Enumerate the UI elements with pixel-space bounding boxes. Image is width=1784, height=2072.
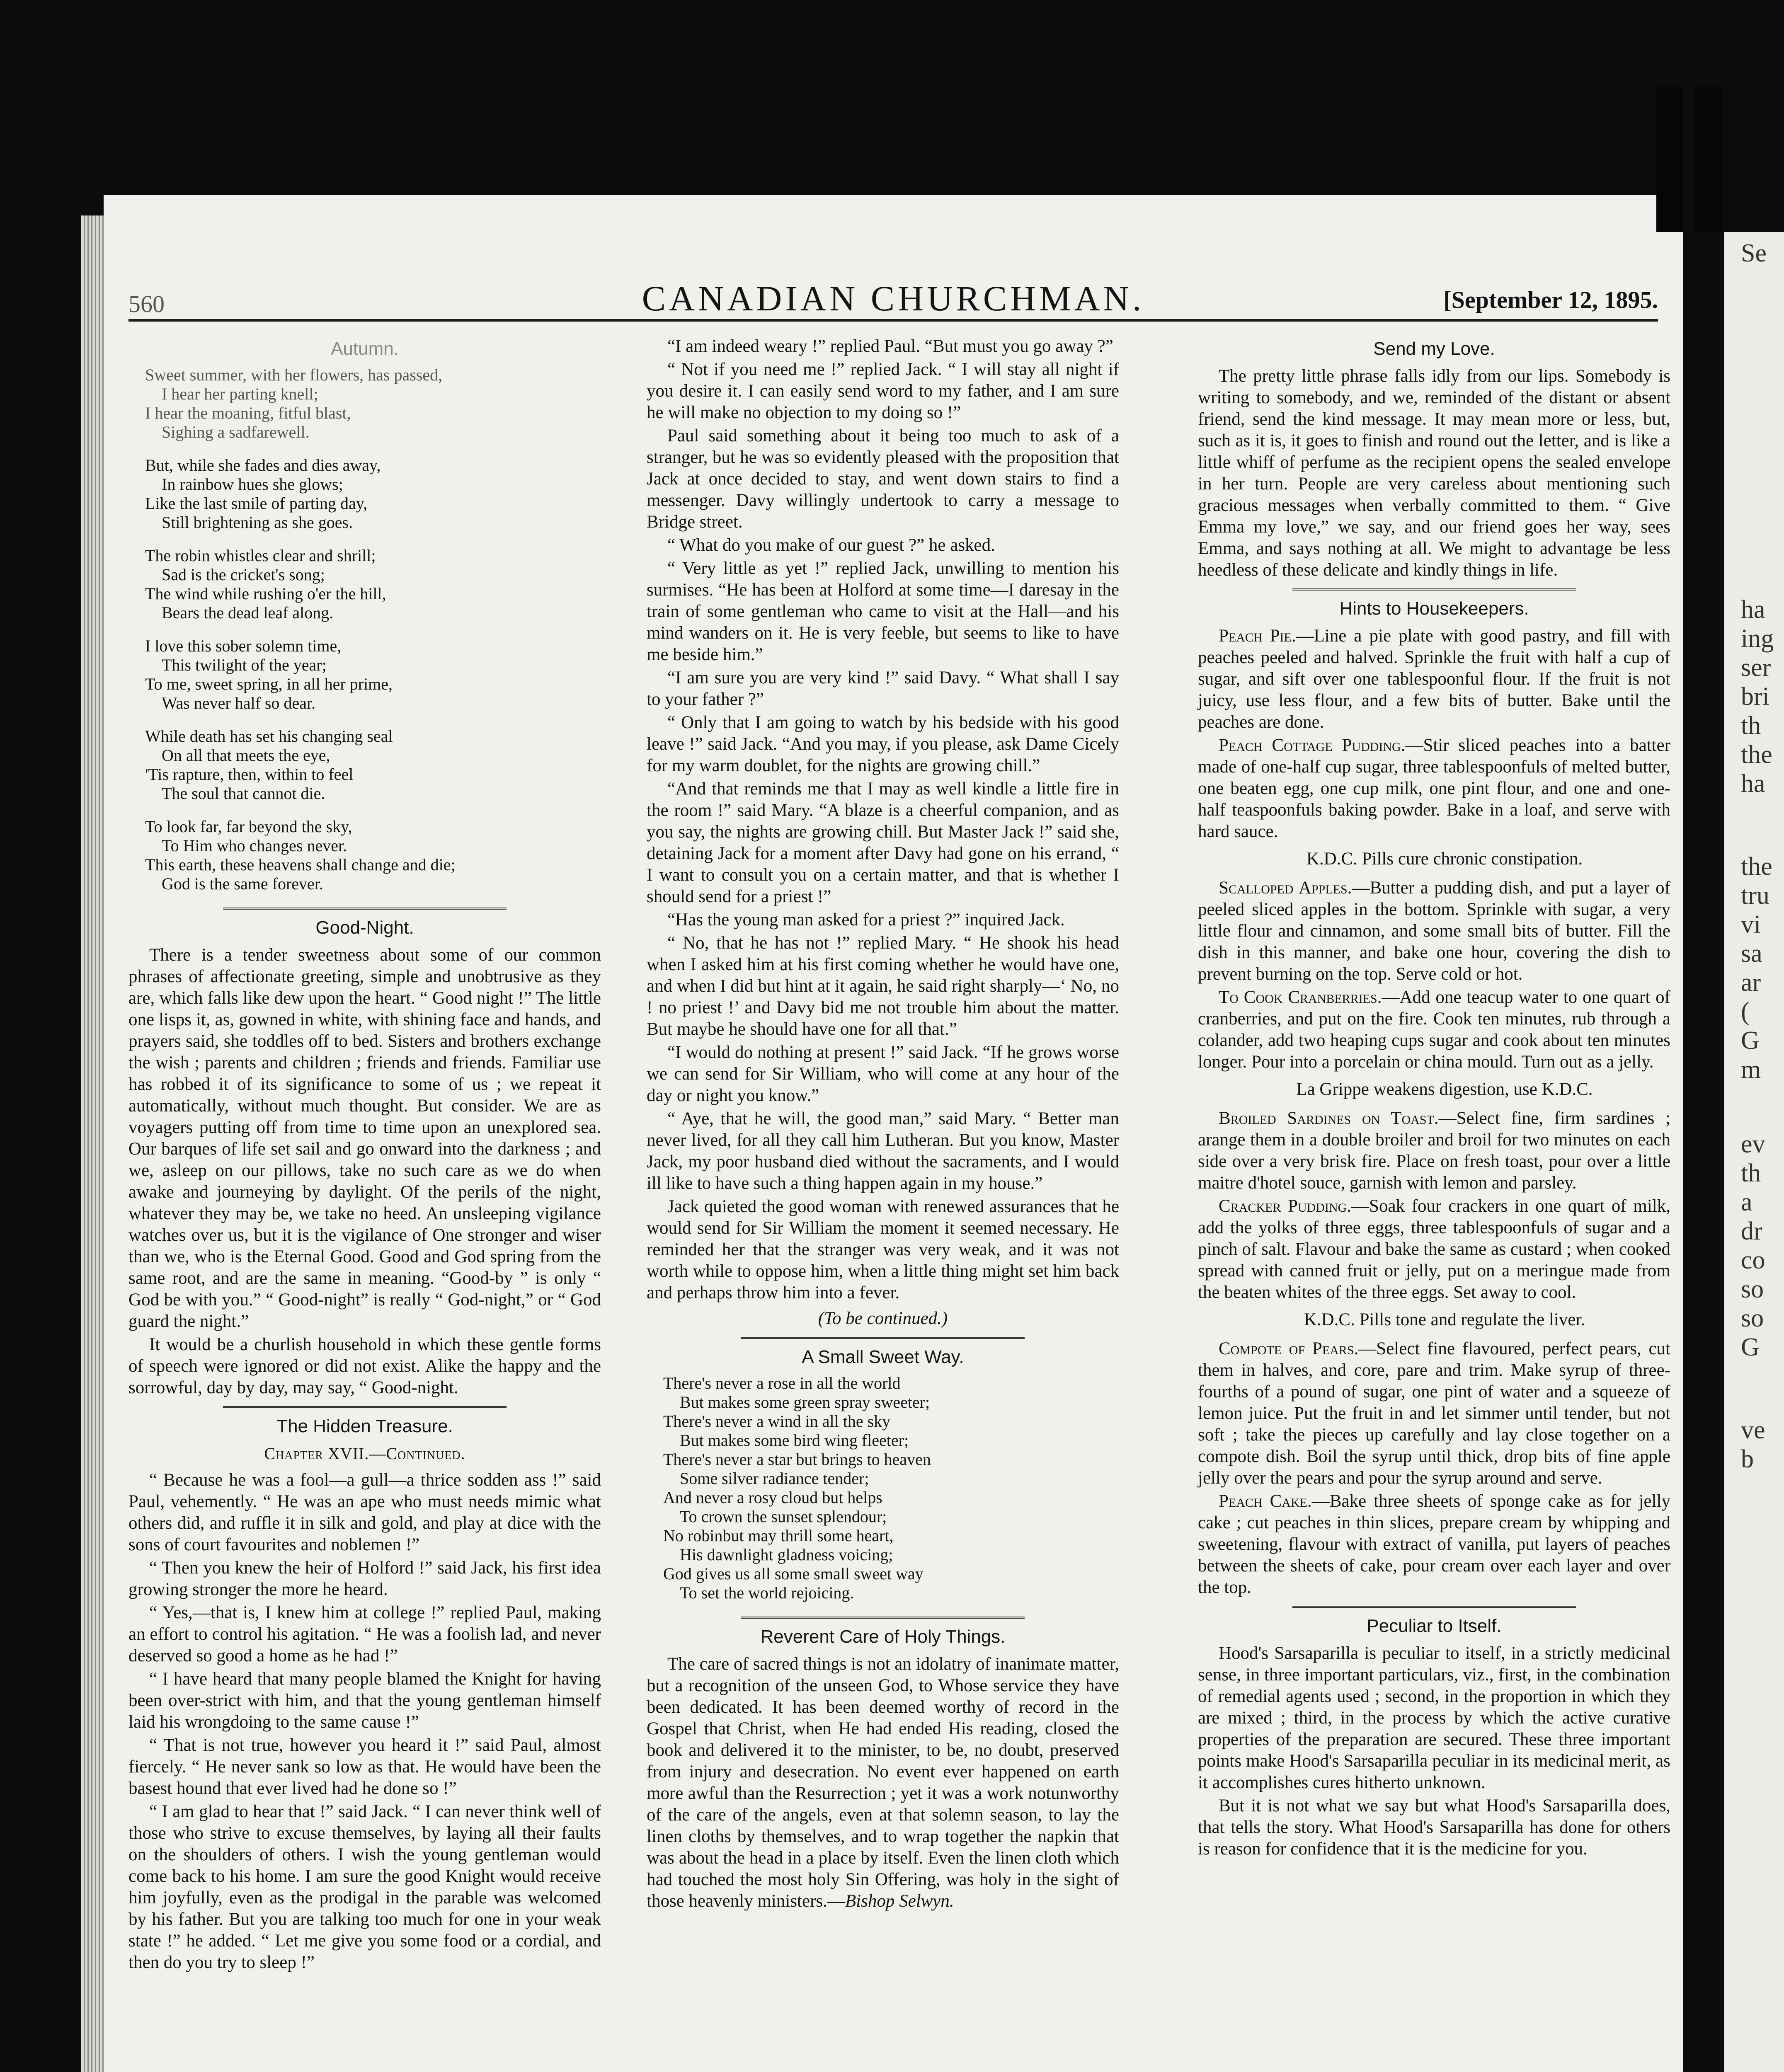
fragment-text: ev [1741, 1130, 1765, 1158]
poem-line: God gives us all some small sweet way [663, 1564, 924, 1583]
poem-line: The soul that cannot die. [162, 784, 325, 803]
paragraph: “And that reminds me that I may as well kindle a little fire in the room !” said Mary. “A blaze is a cheerful companion, and as you say, the nights are growing chill. But Master Jack !” said she, detaining Jack for a moment after Davy had gone on his errand, “ I want to consult you on a certain matter, and that is whether I should send for a priest !” [647, 779, 1119, 906]
fragment-text: vi [1741, 910, 1761, 939]
recipe [1198, 625, 1670, 733]
poem-line: Sweet summer, with her flowers, has passed, [145, 366, 443, 384]
fragment-text: so [1741, 1275, 1764, 1303]
recipe [1198, 987, 1670, 1073]
poem-line: But makes some green spray sweeter; [680, 1393, 930, 1411]
fragment-text: ing [1741, 625, 1774, 653]
stanza [145, 366, 601, 442]
poem-line: The robin whistles clear and shrill; [145, 546, 376, 565]
poem-line: Sad is the cricket's song; [162, 565, 325, 584]
fragment-text: ( [1741, 997, 1750, 1026]
fragment-text: so [1741, 1304, 1764, 1332]
fragment-text: a [1741, 1188, 1752, 1216]
paragraph: “ I have heard that many people blamed the Knight for having been over-strict with him, and that the young gentleman himself laid his wrongdoing to the same cause !” [128, 1669, 601, 1732]
article-title-reverent-care: Reverent Care of Holy Things. [760, 1627, 1006, 1647]
divider [223, 1406, 507, 1408]
recipe-title: Scalloped Apples. [1219, 878, 1352, 898]
poem-line: Like the last smile of parting day, [145, 494, 368, 513]
recipe-body: —Add one teacup water to one quart of cranberries, and put on the fire. Cook ten minutes, rub through a colander, add two heaping cups sugar and cook about ten minutes longer. Pour into a porcelain or china mould. Turn out as a jelly. [1198, 988, 1670, 1072]
paragraph [647, 1653, 1119, 1912]
paragraph: “ Very little as yet !” replied Jack, unwilling to mention his surmises. “He has been at Holford at some time—I daresay in the train of some gentleman who came to visit at the Hall—and his mind wanders on it. He is very feeble, but seems to like to have me beside him.” [647, 559, 1119, 664]
recipe-title: Peach Cottage Pudding. [1219, 736, 1406, 755]
poem-line: Some silver radiance tender; [680, 1469, 869, 1488]
recipe-body: —Stir sliced peaches into a batter made of one-half cup sugar, three tablespoonfuls of melted butter, one beaten egg, one cup milk, one pint flour, and one and one-half teaspoonfuls baking powder. Bake in a loaf, and serve with hard sauce. [1198, 736, 1671, 841]
poem-line: To crown the sunset splendour; [680, 1507, 887, 1526]
paragraph: “ Only that I am going to watch by his bedside with his good leave !” said Jack. “And you may, if you please, ask Dame Cicely for my warm doublet, for the nights are growing chill.” [647, 713, 1119, 775]
column-2 [647, 336, 1119, 1914]
to-be-continued: (To be continued.) [818, 1309, 948, 1328]
poem-line: There's never a star but brings to heaven [663, 1450, 931, 1469]
poem-line: Bears the dead leaf along. [162, 603, 334, 622]
poem-small-sweet-way [663, 1374, 1119, 1602]
paragraph: “ Yes,—that is, I knew him at college !” replied Paul, making an effort to control his agitation. “ He was a foolish lad, and never deserved so good a home as he had !” [128, 1603, 601, 1665]
poem-line: God is the same forever. [162, 874, 323, 893]
poem-line: Sighing a sadfarewell. [162, 423, 310, 441]
poem-line: I love this sober solemn time, [145, 637, 342, 655]
stanza [145, 727, 601, 803]
poem-line: In rainbow hues she glows; [162, 475, 343, 494]
paragraph: Hood's Sarsaparilla is peculiar to itself, in a strictly medicinal sense, in three important particulars, viz., first, in the combination of remedial agents used ; second, in the proportion in which they are mixed ; third, in the process by which the active curative properties of the preparation are secured. These three important points make Hood's Sarsaparilla peculiar in its medicinal merit, as it accomplishes cures hitherto unknown. [1198, 1644, 1670, 1792]
divider [741, 1337, 1025, 1339]
poem-line: But, while she fades and dies away, [145, 456, 381, 474]
recipe-body: —Butter a pudding dish, and put a layer of peeled sliced apples in the bottom. Sprinkle with sugar, a very little flour and cinnamon, and some small bits of butter. Fill the dish in this manner, and bake one hour, covering the dish to prevent burning on the top. Serve cold or hot. [1198, 878, 1670, 984]
poem-line: This twilight of the year; [162, 656, 327, 674]
stanza [145, 817, 601, 893]
recipe-body: —Select fine, firm sardines ; arange them in a double broiler and broil for two minutes on each side over a very brisk fire. Place on fresh toast, pour over a little maitre d'hotel souce, garnish with lemon and parsley. [1198, 1109, 1670, 1193]
divider [1292, 1606, 1576, 1608]
fragment-text: the [1741, 741, 1772, 769]
fragment-text: co [1741, 1246, 1765, 1274]
masthead: CANADIAN CHURCHMAN. [642, 278, 1145, 318]
poem-line: To Him who changes never. [162, 836, 347, 855]
recipe [1198, 1338, 1670, 1489]
fragment-text: G [1741, 1026, 1760, 1055]
newspaper-page [104, 195, 1683, 2072]
paragraph: It would be a churlish household in which these gentle forms of speech were ignored or did not exist. Alike the happy and the sorrowful, day by day, may say, “ Good-night. [128, 1335, 601, 1397]
poem-line: And never a rosy cloud but helps [663, 1488, 882, 1507]
paragraph: Jack quieted the good woman with renewed assurances that he would send for Sir William the moment it seemed necessary. He reminded her that the stranger was very weak, and it was not worth while to oppose him, when a little thing might set him back and perhaps throw him into a fever. [647, 1197, 1119, 1302]
fragment-text: G [1741, 1333, 1760, 1361]
poem-title-autumn: Autumn. [331, 339, 399, 359]
poem-line: To look far, far beyond the sky, [145, 817, 352, 836]
fragment-text: dr [1741, 1217, 1762, 1245]
stanza [145, 637, 601, 713]
reverent-care-text: The care of sacred things is not an idolatry of inanimate matter, but a recognition of the unseen God, to Whose service they have been dedicated. It has been deemed worthy of record in the Gospel that Christ, when He had ended His reading, closed the book and delivered it to the minister, to be, no doubt, preserved from injury and desecration. No event ever happened on earth more awful than the Resurrection ; yet it was a work notunworthy of the care of the angels, even at that solemn season, to lay the linen cloths by themselves, and to wrap together the napkin that was about the head in a place by itself. Even the linen cloth which had touched the most holy Sin Offering, was holy in the sight of those heavenly ministers.— [647, 1654, 1119, 1911]
stanza [145, 456, 601, 532]
recipe-body: —Select fine flavoured, perfect pears, cut them in halves, and core, pare and trim. Make syrup of three-fourths of a pound of sugar, one pint of water and a squeeze of lemon juice. Put the fruit in and let simmer until tender, but not soft ; take the pieces up carefully and lay close together on a compote dish. Boil the syrup until thick, drop bits of fine apple jelly over the pears and pour the syrup around and serve. [1198, 1339, 1670, 1488]
fragment-text: ar [1741, 968, 1761, 997]
paragraph: “ That is not true, however you heard it !” said Paul, almost fiercely. “ He never sank so low as that. He would have been the basest hound that ever lived had he done so !” [128, 1736, 601, 1798]
paragraph: “ Then you knew the heir of Holford !” said Jack, his first idea growing stronger the more he heard. [128, 1558, 601, 1599]
divider [1292, 588, 1576, 591]
recipe [1198, 735, 1670, 842]
fragment-text: m [1741, 1055, 1761, 1084]
recipe [1198, 1196, 1670, 1303]
chapter-heading: Chapter XVII.—Continued. [264, 1444, 465, 1463]
page-header [128, 278, 1658, 322]
binding-bar [1656, 87, 1683, 232]
poem-line: This earth, these heavens shall change and die; [145, 855, 456, 874]
issue-date: [September 12, 1895. [1443, 286, 1658, 313]
advert-line: K.D.C. Pills cure chronic constipation. [1306, 849, 1583, 869]
signature: Bishop Selwyn. [845, 1891, 954, 1911]
recipe [1198, 1491, 1670, 1598]
poem-autumn [128, 366, 601, 893]
fragment-text: ser [1741, 654, 1771, 682]
recipe-list [1198, 625, 1670, 1598]
paragraph: But it is not what we say but what Hood's Sarsaparilla does, that tells the story. What Hood's Sarsaparilla has done for others is reason for confidence that it is the medicine for you. [1198, 1796, 1670, 1859]
fragment-text: the [1741, 852, 1772, 881]
fragment-text: th [1741, 1159, 1761, 1187]
poem-line: 'Tis rapture, then, within to feel [145, 765, 354, 784]
column-1 [128, 336, 601, 1975]
article-title-peculiar: Peculiar to Itself. [1367, 1616, 1502, 1636]
recipe [1198, 1108, 1670, 1194]
fragment-text: Se [1741, 239, 1767, 267]
fragment-text: bri [1741, 683, 1769, 711]
recipe-body: —Line a pie plate with good pastry, and fill with peaches peeled and halved. Sprinkle the fruit with half a cup of sugar, and sift over one tablespoonful flour. If the fruit is not juicy, use less flour, and a few bits of butter. Bake until the peaches are done. [1198, 626, 1670, 732]
binding-bar [1695, 87, 1722, 232]
paragraph: “I am indeed weary !” replied Paul. “But must you go away ?” [667, 336, 1113, 356]
poem-line: To set the world rejoicing. [680, 1583, 854, 1602]
stanza [145, 546, 601, 622]
recipe-body: —Soak four crackers in one quart of milk, add the yolks of three eggs, three tablespoonfuls of sugar and a pinch of salt. Flavour and bake the same as custard ; when cooked spread with canned fruit or jelly, put on a meringue made from the beaten whites of the three eggs. Set away to cool. [1198, 1196, 1670, 1302]
paragraph: “ I am glad to hear that !” said Jack. “ I can never think well of those who strive to excuse themselves, by laying all their faults on the shoulders of others. I wish the young gentleman would come back to his home. I am sure the good Knight would receive him joyfully, even as the prodigal in the parable was welcomed by his father. But you are talking too much for one in your weak state !” he added. “ Let me give you some food or a cordial, and then do you try to sleep !” [128, 1802, 601, 1972]
paragraph: “ Because he was a fool—a gull—a thrice sodden ass !” said Paul, vehemently. “ He was an ape who must needs mimic what others did, and ruffle it in silk and gold, and play at dice with the sons of court favourites and noblemen !” [128, 1470, 601, 1554]
poem-line: There's never a wind in all the sky [663, 1412, 891, 1431]
poem-line: But makes some bird wing fleeter; [680, 1431, 909, 1450]
fragment-text: sa [1741, 939, 1762, 968]
poem-title-small-sweet-way: A Small Sweet Way. [802, 1347, 964, 1367]
poem-line: Was never half so dear. [162, 694, 316, 712]
fragment-text: th [1741, 712, 1761, 740]
poem-line: To me, sweet spring, in all her prime, [145, 675, 393, 693]
adjacent-page-fragment [1724, 232, 1784, 2072]
poem-line: I hear the moaning, fitful blast, [145, 404, 351, 422]
recipe-title: Broiled Sardines on Toast. [1219, 1109, 1439, 1128]
paragraph: “ Not if you need me !” replied Jack. “ I will stay all night if you desire it. I can easily send word to my father, and I am sure he will make no objection to my doing so !” [647, 360, 1119, 422]
recipe-title: Compote of Pears. [1219, 1339, 1359, 1358]
paragraph: The pretty little phrase falls idly from our lips. Somebody is writing to somebody, and we, reminded of the distant or absent friend, send the kind message. It may mean more or less, but, such as it is, it goes to finish and round out the letter, and is like a little whiff of perfume as the recipient opens the sealed envelope in her turn. People are very careless about mentioning such gracious messages when verbally committed to them. “ Give Emma my love,” we say, and our friend goes her way, sees Emma, and says nothing at all. We might to advantage be less heedless of these delicate and kindly things in life. [1198, 366, 1670, 580]
poem-line: On all that meets the eye, [162, 746, 330, 765]
page-number: 560 [128, 290, 165, 317]
divider [741, 1617, 1025, 1619]
recipe-body: —Bake three sheets of sponge cake as for jelly cake ; cut peaches in thin slices, prepare cream by whipping and sweetening, flavour with extract of vanilla, put layers of peaches between the sheets of cake, pour cream over each layer and over the top. [1198, 1491, 1670, 1597]
poem-line: While death has set his changing seal [145, 727, 393, 746]
fragment-text: b [1741, 1445, 1754, 1473]
article-title-hints: Hints to Housekeepers. [1339, 598, 1529, 619]
paragraph: “I would do nothing at present !” said Jack. “If he grows worse we can send for Sir William, who will come at any hour of the day or night you know.” [647, 1043, 1119, 1105]
poem-line: His dawnlight gladness voicing; [680, 1545, 893, 1564]
paragraph: “ Aye, that he will, the good man,” said Mary. “ Better man never lived, for all they call him Lutheran. But you know, Master Jack, my poor husband died without the sacraments, and I would ill like to have such a thing happen again in my house.” [647, 1109, 1119, 1193]
poem-line: I hear her parting knell; [162, 385, 318, 403]
paragraph: “I am sure you are very kind !” said Davy. “ What shall I say to your father ?” [647, 668, 1119, 709]
poem-line: No robinbut may thrill some heart, [663, 1526, 894, 1545]
poem-line: There's never a rose in all the world [663, 1374, 901, 1392]
poem-line: Still brightening as she goes. [162, 513, 353, 532]
paragraph: “Has the young man asked for a priest ?” inquired Jack. [667, 910, 1065, 929]
paragraph: “ What do you make of our guest ?” he asked. [667, 535, 995, 555]
paragraph: “ No, that he has not !” replied Mary. “ He shook his head when I asked him at his first coming whether he would have one, and when I did but hint at it again, he said right sharply—‘ No, no ! no priest !’ and Davy bid me not trouble him about the matter. But maybe he should have one for all that.” [647, 933, 1119, 1039]
fragment-text: ve [1741, 1416, 1765, 1444]
fragment-text: tru [1741, 881, 1769, 910]
paragraph: There is a tender sweetness about some of our common phrases of affectionate greeting, simple and unobtrusive as they are, which falls like dew upon the heart. “ Good night !” The little one lisps it, as, gowned in white, with shining face and hands, and prayers said, she toddles off to bed. Sisters and brothers exchange the wish ; parents and children ; friends and friends. Familiar use has robbed it of its significance to some of us ; we repeat it automatically, without much thought. But consider. We are as voyagers putting off from time to time upon an unexplored sea. Our barques of life set sail and go onward into the darkness ; and we, asleep on our pillows, take no such care as we do when awake and journeying by daylight. Of the perils of the night, whatever they may be, we take no heed. An unsleeping vigilance watches over us, but it is the vigilance of One stronger and wiser than we, who is the Eternal Good. Good and God spring from the same root, and are the same in meaning. “Good-by ” is only “ God be with you.” “ Good-night” is really “ God-night,” or “ God guard the night.” [128, 945, 601, 1331]
paragraph: Paul said something about it being too much to ask of a stranger, but he was so evidently pleased with the proposition that Jack at once decided to stay, and went down stairs to find a messenger. Davy willingly undertook to carry a message to Bridge street. [647, 426, 1119, 532]
fragment-text: ha [1741, 770, 1765, 798]
recipe-title: Cracker Pudding. [1219, 1196, 1352, 1216]
fragment-text: ha [1741, 595, 1765, 624]
recipe-title: Peach Pie. [1219, 626, 1296, 646]
column-3 [1198, 336, 1670, 1861]
article-title-send-my-love: Send my Love. [1373, 339, 1495, 359]
article-title-good-night: Good-Night. [315, 917, 414, 938]
recipe [1198, 877, 1670, 985]
poem-line: The wind while rushing o'er the hill, [145, 584, 386, 603]
advert-line: La Grippe weakens digestion, use K.D.C. [1296, 1080, 1593, 1099]
story-title-hidden-treasure: The Hidden Treasure. [276, 1416, 453, 1436]
recipe-title: Peach Cake. [1219, 1491, 1312, 1511]
advert-line: K.D.C. Pills tone and regulate the liver. [1304, 1310, 1585, 1329]
recipe-title: To Cook Cranberries. [1219, 988, 1382, 1007]
divider [223, 908, 507, 910]
